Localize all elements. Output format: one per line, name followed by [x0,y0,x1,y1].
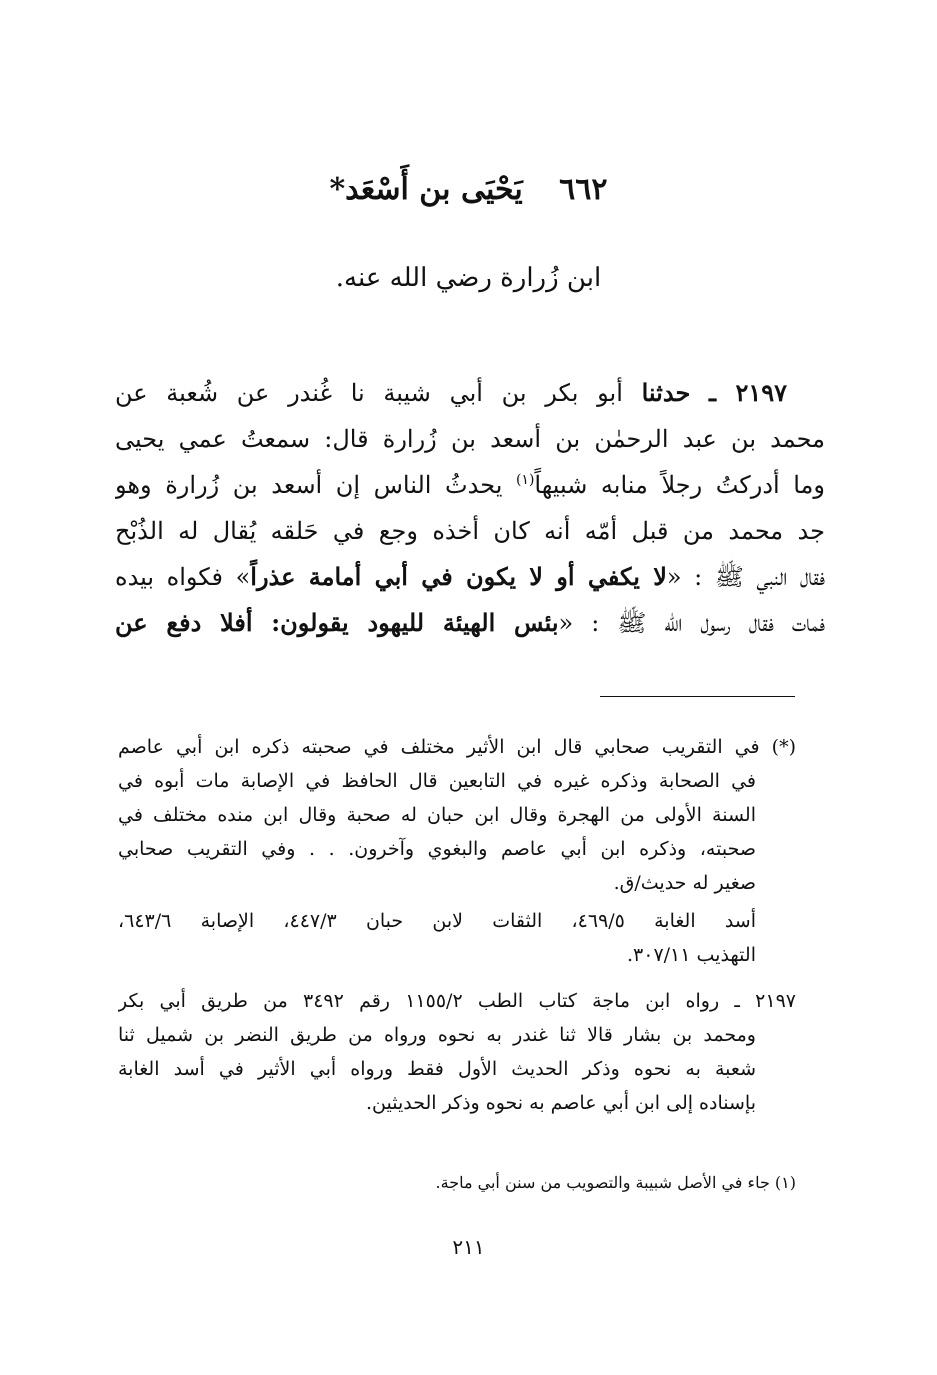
hadith-segment: محمد بن عبد الرحمٰن بن أسعد بن زُرارة قال: سمعتُ عمي يحيى [115,425,825,453]
star-note-line: السنة الأولى من الهجرة وقال ابن حبان له صحبة وقال ابن منده مختلف في [118,804,756,826]
takhrij-line: شعبة به نحوه وذكر الحديث الأول فقط ورواه أبي الأثير في أسد الغابة [118,1058,756,1080]
entry-title [0,168,937,212]
takhrij-line: بإسناده إلى ابن أبي عاصم به نحوه وذكر الحديثين. [365,1092,756,1114]
star-note-line: (*) في التقريب صحابي قال ابن الأثير مختلف في صحبته ذكره ابن أبي عاصم [118,736,796,758]
hadith-line [115,462,825,508]
hadith-segment: فقال النبي ﷺ : « [666,563,825,591]
star-note-line: صغير له حديث/ق. [613,872,756,894]
hadith-segment: فمات فقال رسول الله ﷺ : « [558,609,825,637]
page-number: ٢١١ [452,1235,485,1259]
hadith-segment: وما أدركتُ رجلاً منابه شبيهاً [534,471,825,499]
takhrij-line: ومحمد بن بشار قالا ثنا غندر به نحوه ورواه من طريق النضر بن شميل ثنا [118,1024,756,1046]
hadith-line [115,508,825,554]
hadith-line [115,416,825,462]
star-note-line: في الصحابة وذكره غيره في التابعين قال الحافظ في الإصابة مات أبوه في [118,770,756,792]
hadith-line [115,600,825,646]
footnote-marker: (١) [515,472,535,488]
sources-line: التهذيب ٣٠٧/١١. [626,944,756,966]
footnote: (١) جاء في الأصل شبيبة والتصويب من سنن أبي ماجة. [435,1173,796,1192]
notes-section [118,730,796,1120]
sources-line: أسد الغابة ٤٦٩/٥، الثقات لابن حبان ٤٤٧/٣، الإصابة ٦٤٣/٦، [118,910,757,932]
hadith-number: ٢١٩٧ ـ [708,378,788,407]
hadith-segment: » فكواه بيده [115,563,251,591]
hadith-segment: أبو بكر بن أبي شيبة نا غُندر عن شُعبة عن [115,379,642,407]
takhrij-line: ٢١٩٧ ـ رواه ابن ماجة كتاب الطب ١١٥٥/٢ رقم ٣٤٩٢ من طريق أبي بكر [118,990,796,1012]
hadith-line [115,554,825,600]
hadith-quote: لا يكفي أو لا يكون في أبي أمامة عذراً [250,562,667,591]
entry-number: ٦٦٢ [559,172,608,207]
hadith-segment: يحدثُ الناس إن أسعد بن زُرارة وهو [115,471,516,499]
entry-subtitle: ابن زُرارة رضي الله عنه. [335,263,602,293]
hadith-line [115,370,825,416]
hadith-quote: بئس الهيئة لليهود يقولون: أفلا دفع عن [115,608,559,637]
star-note-line: صحبته، وذكره ابن أبي عاصم والبغوي وآخرون. . . وفي التقريب صحابي [118,838,756,860]
hadith-segment: جد محمد من قبل أمّه أنه كان أخذه وجع في حَلقه يُقال له الذُبْح [115,517,825,545]
notes-divider [600,696,795,697]
hadith-text [115,370,825,646]
entry-name: يَحْيَى بن أَسْعَد* [329,172,523,207]
hadith-segment: حدثنا [641,378,691,407]
